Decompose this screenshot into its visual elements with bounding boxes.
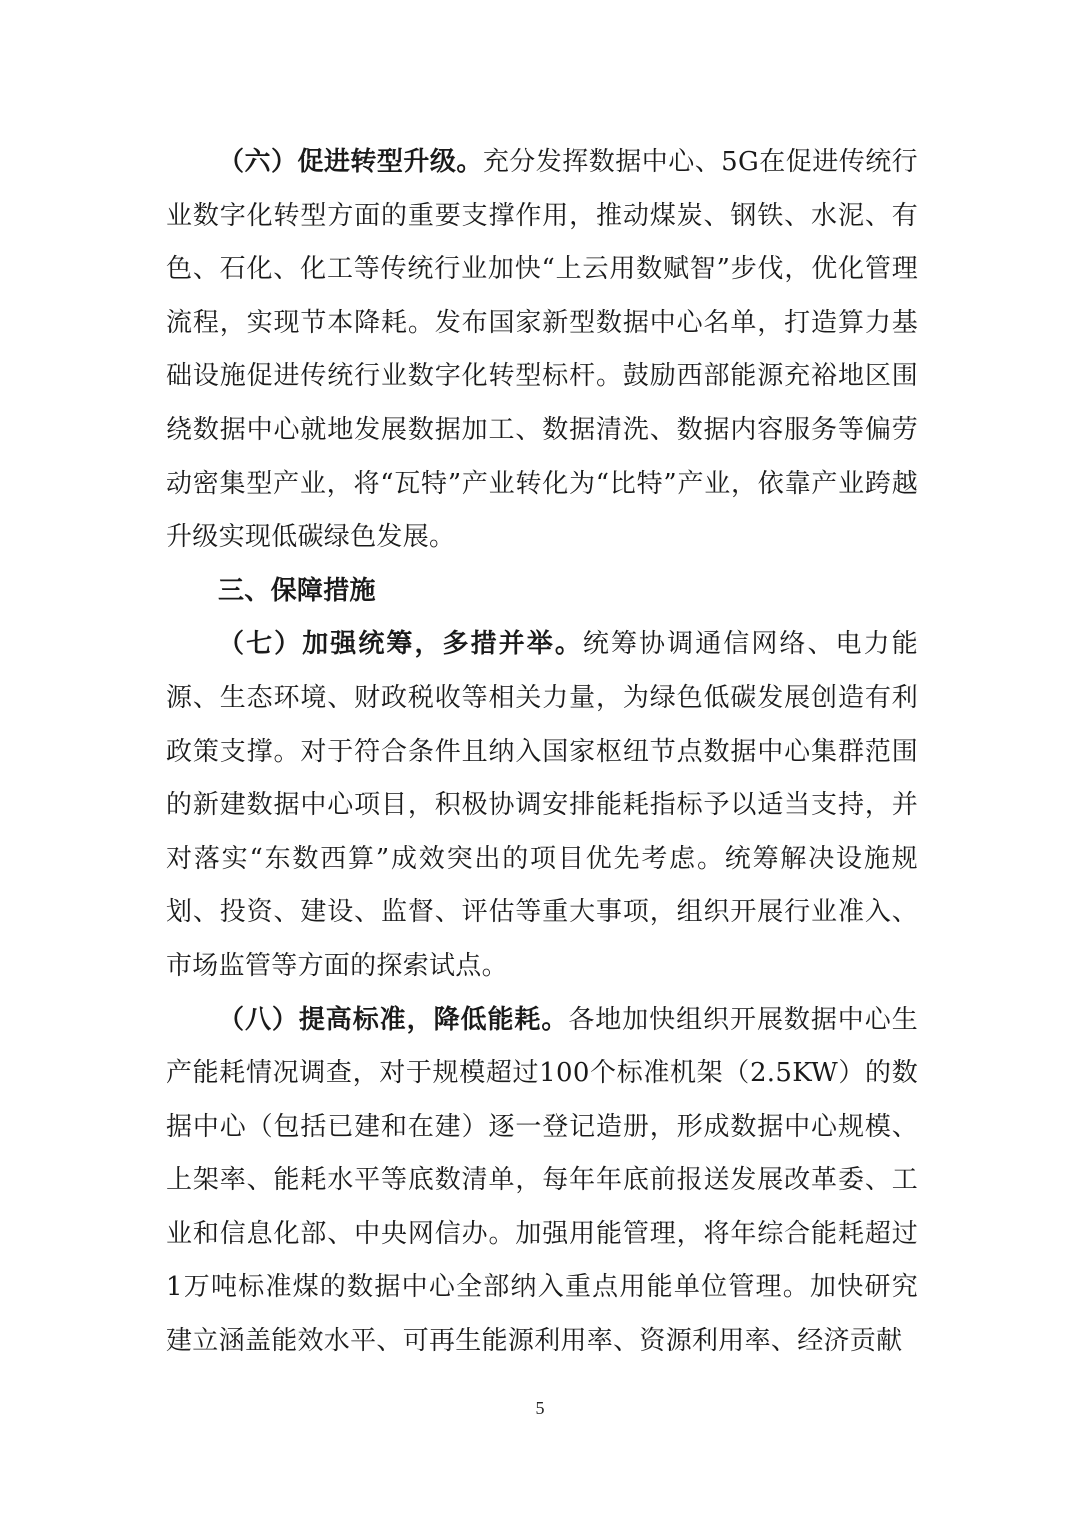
section-heading: 三、保障措施: [218, 575, 376, 606]
paragraph-7: [166, 618, 918, 993]
paragraph-lead: （六）促进转型升级。: [218, 147, 483, 177]
paragraph-lead: （八）提高标准，降低能耗。: [218, 1004, 569, 1035]
body-text: [166, 136, 918, 1369]
paragraph-body: 各地加快组织开展数据中心生产能耗情况调查，对于规模超过100个标准机架（2.5KW）的数据中心（包括已建和在建）逐一登记造册，形成数据中心规模、上架率、能耗水平等底数清单，每年年底前报送发展改革委、工业和信息化部、中央网信办。加强用能管理，将年综合能耗超过1万吨标准煤的数据中心全部纳入重点用能单位管理。加快研究建立涵盖能效水平、可再生能源利用率、资源利用率、经济贡献: [166, 1004, 918, 1357]
page-number: 5: [535, 1398, 545, 1418]
paragraph-8: [166, 994, 918, 1369]
paragraph-body: 充分发挥数据中心、5G在促进传统行业数字化转型方面的重要支撑作用，推动煤炭、钢铁、水泥、有色、石化、化工等传统行业加快“上云用数赋智”步伐，优化管理流程，实现节本降耗。发布国家新型数据中心名单，打造算力基础设施促进传统行业数字化转型标杆。鼓励西部能源充裕地区围绕数据中心就地发展数据加工、数据清洗、数据内容服务等偏劳动密集型产业，将“瓦特”产业转化为“比特”产业，依靠产业跨越升级实现低碳绿色发展。: [166, 147, 918, 553]
paragraph-6: [166, 136, 918, 565]
paragraph-body: 统筹协调通信网络、电力能源、生态环境、财政税收等相关力量，为绿色低碳发展创造有利政策支撑。对于符合条件且纳入国家枢纽节点数据中心集群范围的新建数据中心项目，积极协调安排能耗指标予以适当支持，并对落实“东数西算”成效突出的项目优先考虑。统筹解决设施规划、投资、建设、监督、评估等重大事项，组织开展行业准入、市场监管等方面的探索试点。: [166, 629, 918, 981]
paragraph-lead: （七）加强统筹，多措并举。: [218, 629, 583, 660]
